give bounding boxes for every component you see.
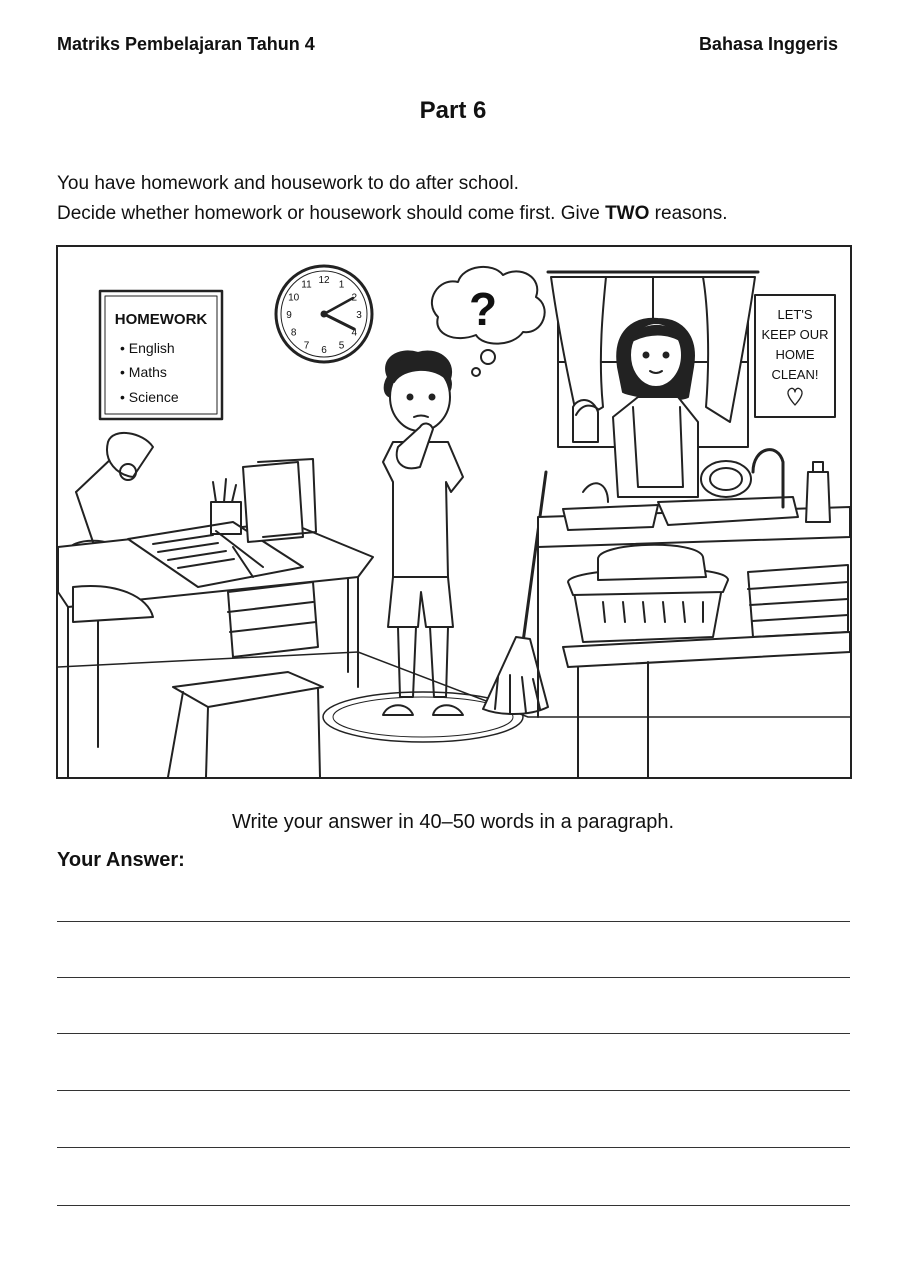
homework-poster xyxy=(100,291,222,419)
clock-numeral: 8 xyxy=(290,327,297,339)
sign-line-2: KEEP OUR xyxy=(761,327,829,342)
instruction-text-end: reasons. xyxy=(649,203,728,224)
study-desk xyxy=(58,459,373,777)
answer-line-2[interactable] xyxy=(57,977,850,978)
clean-home-sign xyxy=(755,295,835,417)
question-mark-icon: ? xyxy=(468,283,498,335)
sign-line-3: HOME xyxy=(775,347,815,362)
laundry-basket xyxy=(568,545,728,642)
answer-line-1[interactable] xyxy=(57,921,850,922)
clock-numeral: 11 xyxy=(301,279,312,291)
instruction-text: Decide whether homework or housework should come first. Give xyxy=(57,203,606,224)
clock-hour-hand xyxy=(324,314,354,329)
sign-line-4: CLEAN! xyxy=(771,367,819,382)
homework-poster-title: HOMEWORK xyxy=(114,311,208,328)
clock-numeral: 12 xyxy=(318,275,330,286)
thought-bubble xyxy=(432,267,545,376)
clock-numeral: 1 xyxy=(338,279,345,291)
desk-lamp xyxy=(68,433,153,552)
boy-figure xyxy=(323,351,523,742)
poster-item-maths: • Maths xyxy=(120,364,167,380)
answer-label: Your Answer: xyxy=(57,849,185,871)
instruction-line-2 xyxy=(57,203,728,225)
clock-numeral: 7 xyxy=(303,340,310,352)
folded-towels xyxy=(748,565,848,637)
answer-line-6[interactable] xyxy=(57,1205,850,1206)
answer-line-5[interactable] xyxy=(57,1147,850,1148)
answer-line-4[interactable] xyxy=(57,1090,850,1091)
instruction-line-1: You have homework and housework to do after school. xyxy=(57,173,519,194)
clock-numeral: 6 xyxy=(321,345,327,356)
chair xyxy=(168,582,323,777)
clock-minute-hand xyxy=(324,298,353,314)
header-subject: Bahasa Inggeris xyxy=(698,34,838,54)
clock-numeral: 9 xyxy=(286,310,292,321)
header-subject-matrix: Matriks Pembelajaran Tahun 4 xyxy=(57,34,315,54)
side-table xyxy=(563,632,850,777)
illustration-panel xyxy=(56,245,852,779)
page-title: Part 6 xyxy=(419,97,487,124)
clock-numeral: 5 xyxy=(338,340,345,352)
illustration-scene xyxy=(58,247,850,777)
instruction-emphasis: TWO xyxy=(605,203,650,224)
wall-clock xyxy=(276,266,372,362)
poster-item-english: • English xyxy=(120,340,175,356)
clock-numeral: 4 xyxy=(351,327,358,339)
clock-numeral: 10 xyxy=(288,292,300,304)
poster-item-science: • Science xyxy=(120,389,179,405)
clock-numeral: 2 xyxy=(351,292,358,304)
word-count-instruction: Write your answer in 40–50 words in a paragraph. xyxy=(231,811,675,833)
answer-line-3[interactable] xyxy=(57,1033,850,1034)
clock-numeral: 3 xyxy=(356,310,362,321)
sign-line-1: LET'S xyxy=(777,307,813,322)
